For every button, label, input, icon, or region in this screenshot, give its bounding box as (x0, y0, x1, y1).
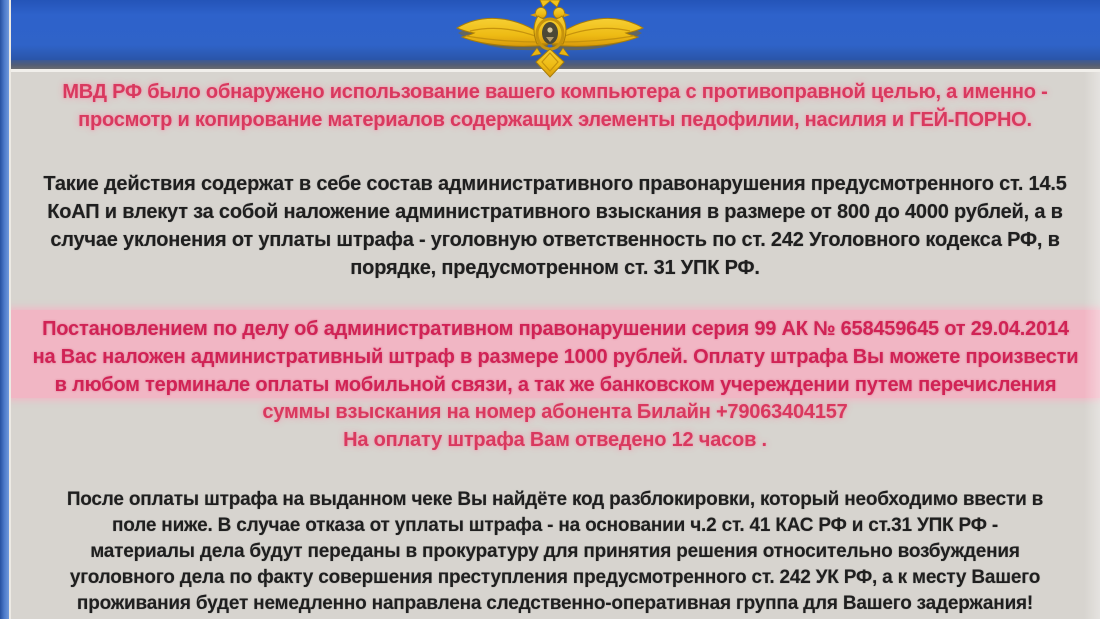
text-line: случае уклонения от уплаты штрафа - уголовную ответственность по ст. 242 Уголовного кодекса РФ, в (50, 229, 1060, 251)
text-line: КоАП и влекут за собой наложение административного взыскания в размере от 800 до 4000 рублей, а в (47, 201, 1063, 223)
text-line: уголовного дела по факту совершения преступления предусмотренного ст. 242 УК РФ, а к месту Вашего (69, 567, 1041, 588)
text-line: порядке, предусмотренном ст. 31 УПК РФ. (350, 257, 760, 279)
text-line: Такие действия содержат в себе состав административного правонарушения предусмотренного ст. 14.5 (43, 173, 1067, 195)
text-line: проживания будет немедленно направлена следственно-оперативная группа для Вашего задержания! (76, 593, 1034, 614)
warning-intro-text (12, 78, 1098, 134)
payment-details-text (12, 398, 1098, 454)
legal-basis-text (12, 170, 1098, 282)
text-line: на Вас наложен административный штраф в размере 1000 рублей. Оплату штрафа Вы можете произвести (32, 346, 1079, 368)
text-line: На оплату штрафа Вам отведено 12 часов . (343, 429, 767, 451)
text-line: материалы дела будут переданы в прокуратуру для принятия решения относительно возбуждения (90, 541, 1020, 562)
left-border-stripe (0, 0, 11, 619)
text-line: просмотр и копирование материалов содержащих элементы педофилии, насилия и ГЕЙ-ПОРНО. (78, 109, 1032, 131)
text-line: МВД РФ было обнаружено использование вашего компьютера с противоправной целью, а именно - (62, 81, 1048, 103)
text-line: в любом терминале оплаты мобильной связи, а так же банковском учереждении путем перечисления (54, 374, 1057, 396)
text-line: суммы взыскания на номер абонента Билайн +79063404157 (262, 401, 848, 423)
unlock-instructions-text (12, 487, 1098, 617)
fine-decree-highlight (11, 310, 1100, 398)
text-line: После оплаты штрафа на выданном чеке Вы найдёте код разблокировки, который необходимо ввести в (66, 489, 1044, 510)
text-line: поле ниже. В случае отказа от уплаты штрафа - на основании ч.2 ст. 41 КАС РФ и ст.31 УПК РФ - (112, 515, 998, 536)
mvd-double-headed-eagle-icon (452, 0, 648, 78)
text-line: Постановлением по делу об административном правонарушении серия 99 АК № 658459645 от 29.04.2014 (42, 318, 1069, 340)
